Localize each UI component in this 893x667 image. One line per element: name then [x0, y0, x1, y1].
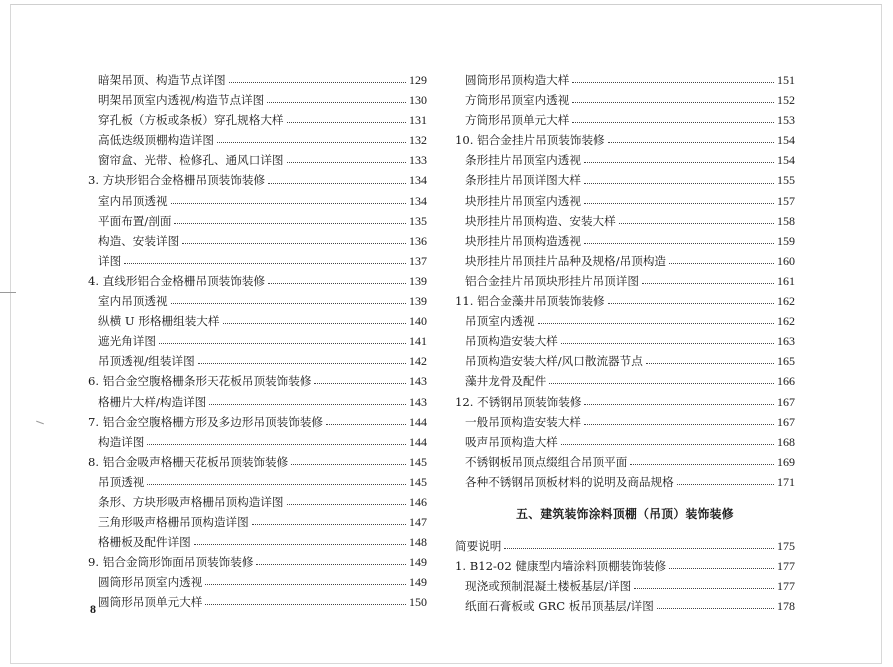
toc-entry-page: 178 — [777, 599, 795, 614]
toc-entry-page: 132 — [409, 133, 427, 148]
toc-entry-title: 8. 铝合金吸声格栅天花板吊顶装饰装修 — [88, 454, 289, 469]
toc-entry[interactable] — [88, 70, 427, 90]
toc-entry-page: 143 — [409, 394, 427, 409]
toc-entry[interactable] — [455, 191, 795, 211]
toc-entry-title: 高低迭级顶棚构造详图 — [98, 133, 214, 148]
toc-entry-page: 142 — [409, 354, 427, 369]
toc-entry-page: 145 — [409, 454, 427, 469]
dot-leader — [171, 202, 406, 204]
toc-entry-title: 4. 直线形铝合金格栅吊顶装饰装修 — [88, 273, 266, 288]
dot-leader — [268, 282, 406, 284]
toc-entry[interactable] — [455, 331, 795, 351]
toc-entry[interactable] — [88, 110, 427, 130]
toc-entry[interactable] — [88, 371, 427, 391]
toc-entry-title: 10. 铝合金挂片吊顶装饰装修 — [455, 133, 605, 148]
toc-entry[interactable] — [455, 231, 795, 251]
dot-leader — [561, 342, 774, 344]
toc-entry-page: 151 — [777, 73, 795, 87]
toc-entry[interactable] — [88, 90, 427, 110]
toc-entry-page: 157 — [777, 193, 795, 208]
toc-entry-title: 室内吊顶透视 — [98, 193, 168, 208]
toc-entry-page: 139 — [409, 273, 427, 288]
toc-entry-page: 134 — [409, 173, 427, 188]
toc-entry-title: 圆筒形吊顶单元大样 — [98, 595, 203, 610]
toc-entry[interactable] — [455, 452, 795, 472]
toc-entry-title: 格栅板及配件详图 — [98, 535, 191, 550]
dot-leader — [584, 423, 774, 425]
toc-entry-title: 6. 铝合金空腹格栅条形天花板吊顶装饰装修 — [88, 374, 312, 389]
dot-leader — [549, 382, 774, 384]
toc-entry-title: 吊顶构造安装大样 — [465, 334, 558, 349]
toc-entry[interactable] — [88, 452, 427, 472]
dot-leader — [642, 282, 774, 284]
toc-entry-page: 129 — [409, 73, 427, 87]
toc-entry[interactable] — [88, 572, 427, 592]
toc-entry-title: 三角形吸声格栅吊顶构造详图 — [98, 515, 249, 530]
toc-entry[interactable] — [88, 251, 427, 271]
toc-entry-page: 159 — [777, 233, 795, 248]
toc-entry[interactable] — [455, 130, 795, 150]
toc-entry[interactable] — [455, 596, 795, 616]
toc-entry[interactable] — [88, 412, 427, 432]
toc-entry-title: 藻井龙骨及配件 — [465, 374, 547, 389]
toc-entry-page: 139 — [409, 294, 427, 309]
dot-leader — [147, 443, 406, 445]
toc-entry[interactable] — [88, 150, 427, 170]
toc-entry[interactable] — [455, 536, 795, 556]
toc-entry[interactable] — [455, 472, 795, 492]
toc-entry-title: 构造、安装详图 — [98, 233, 180, 248]
toc-entry-page: 140 — [409, 314, 427, 329]
toc-entry-page: 158 — [777, 213, 795, 228]
toc-entry-page: 149 — [409, 575, 427, 590]
dot-leader — [198, 362, 406, 364]
dot-leader — [608, 141, 774, 143]
toc-entry-page: 146 — [409, 494, 427, 509]
toc-entry[interactable] — [88, 351, 427, 371]
dot-leader — [584, 182, 774, 184]
dot-leader — [326, 423, 406, 425]
toc-entry-page: 167 — [777, 414, 795, 429]
dot-leader — [584, 161, 774, 163]
toc-entry[interactable] — [88, 291, 427, 311]
dot-leader — [584, 242, 774, 244]
toc-entry-title: 圆筒形吊顶室内透视 — [98, 575, 203, 590]
toc-entry-page: 168 — [777, 434, 795, 449]
toc-entry[interactable] — [88, 592, 427, 612]
toc-entry[interactable] — [455, 392, 795, 412]
toc-entry[interactable] — [88, 170, 427, 190]
toc-entry-title: 块形挂片吊顶室内透视 — [465, 193, 581, 208]
dot-leader — [182, 242, 406, 244]
dot-leader — [291, 463, 406, 465]
toc-entry-title: 11. 铝合金藻井吊顶装饰装修 — [455, 294, 605, 309]
dot-leader — [147, 483, 406, 485]
toc-entry[interactable] — [455, 211, 795, 231]
toc-entry-title: 穿孔板（方板或条板）穿孔规格大样 — [98, 113, 284, 128]
toc-entry-title: 条形挂片吊顶室内透视 — [465, 153, 581, 168]
dot-leader — [205, 583, 406, 585]
toc-entry-title: 条形挂片吊顶详图大样 — [465, 173, 581, 188]
toc-entry-page: 160 — [777, 253, 795, 268]
dot-leader — [314, 382, 406, 384]
toc-entry[interactable] — [455, 412, 795, 432]
toc-entry[interactable] — [88, 472, 427, 492]
dot-leader — [669, 262, 774, 264]
toc-entry-title: 条形、方块形吸声格栅吊顶构造详图 — [98, 494, 284, 509]
dot-leader — [561, 443, 774, 445]
toc-entry-title: 7. 铝合金空腹格栅方形及多边形吊顶装饰装修 — [88, 414, 324, 429]
toc-entry-page: 133 — [409, 153, 427, 168]
toc-entry-title: 块形挂片吊顶构造透视 — [465, 233, 581, 248]
toc-entry[interactable] — [455, 291, 795, 311]
section-five-heading: 五、建筑装饰涂料顶棚（吊顶）装饰装修 — [516, 506, 734, 521]
toc-left-column — [88, 70, 427, 613]
toc-entry-title: 吊顶室内透视 — [465, 314, 535, 329]
toc-entry-title: 12. 不锈钢吊顶装饰装修 — [455, 394, 582, 409]
toc-entry-title: 一般吊顶构造安装大样 — [465, 414, 581, 429]
toc-entry-page: 165 — [777, 354, 795, 369]
dot-leader — [287, 121, 406, 123]
toc-entry[interactable] — [88, 311, 427, 331]
dot-leader — [634, 587, 774, 589]
toc-entry[interactable] — [88, 532, 427, 552]
toc-entry[interactable] — [455, 150, 795, 170]
dot-leader — [252, 523, 406, 525]
toc-entry[interactable] — [455, 70, 795, 90]
dot-leader — [572, 121, 774, 123]
dot-leader — [677, 483, 774, 485]
toc-entry[interactable] — [455, 432, 795, 452]
toc-entry-page: 162 — [777, 314, 795, 329]
toc-entry-title: 各种不锈钢吊顶板材料的说明及商品规格 — [465, 474, 674, 489]
toc-entry-title: 现浇或预制混凝土楼板基层/详图 — [465, 579, 632, 594]
toc-entry-page: 149 — [409, 555, 427, 570]
toc-entry-page: 177 — [777, 579, 795, 594]
toc-entry-page: 155 — [777, 173, 795, 188]
toc-entry-title: 构造详图 — [98, 434, 145, 449]
dot-leader — [538, 322, 774, 324]
toc-entry-page: 162 — [777, 294, 795, 309]
toc-entry-page: 152 — [777, 93, 795, 108]
toc-entry-page: 171 — [777, 474, 795, 489]
toc-entry[interactable] — [88, 392, 427, 412]
toc-entry-title: 块形挂片吊顶构造、安装大样 — [465, 213, 616, 228]
toc-entry-page: 175 — [777, 538, 795, 553]
dot-leader — [267, 101, 406, 103]
toc-entry-page: 169 — [777, 454, 795, 469]
dot-leader — [572, 101, 774, 103]
dot-leader — [256, 563, 406, 565]
toc-entry[interactable] — [455, 371, 795, 391]
toc-entry-title: 1. B12-02 健康型内墙涂料顶棚装饰装修 — [455, 559, 667, 574]
dot-leader — [205, 603, 406, 605]
toc-entry-page: 135 — [409, 213, 427, 228]
toc-entry-title: 暗架吊顶、构造节点详图 — [98, 73, 226, 87]
toc-entry-page: 161 — [777, 273, 795, 288]
toc-entry-page: 134 — [409, 193, 427, 208]
toc-entry[interactable] — [455, 556, 795, 576]
toc-entry-page: 154 — [777, 153, 795, 168]
toc-entry-title: 吊顶透视 — [98, 474, 145, 489]
toc-entry-title: 不锈钢板吊顶点缀组合吊顶平面 — [465, 454, 628, 469]
toc-entry[interactable] — [455, 351, 795, 371]
toc-entry[interactable] — [455, 576, 795, 596]
toc-entry[interactable] — [88, 331, 427, 351]
toc-entry-page: 145 — [409, 474, 427, 489]
toc-entry[interactable] — [88, 231, 427, 251]
toc-entry-title: 纵横 U 形格栅组装大样 — [98, 314, 220, 329]
toc-entry-title: 室内吊顶透视 — [98, 294, 168, 309]
toc-entry-title: 9. 铝合金筒形饰面吊顶装饰装修 — [88, 555, 254, 570]
toc-entry[interactable] — [455, 271, 795, 291]
dot-leader — [504, 547, 774, 549]
toc-entry-title: 简要说明 — [455, 538, 502, 553]
toc-entry[interactable] — [88, 211, 427, 231]
dot-leader — [287, 503, 406, 505]
toc-entry-page: 166 — [777, 374, 795, 389]
toc-entry[interactable] — [88, 191, 427, 211]
toc-entry-title: 吊顶透视/组装详图 — [98, 354, 195, 369]
toc-entry[interactable] — [88, 271, 427, 291]
toc-entry-page: 150 — [409, 595, 427, 610]
toc-entry-title: 圆筒形吊顶构造大样 — [465, 73, 570, 87]
toc-entry-page: 137 — [409, 253, 427, 268]
dot-leader — [268, 182, 406, 184]
toc-entry-title: 3. 方块形铝合金格栅吊顶装饰装修 — [88, 173, 266, 188]
dot-leader — [223, 322, 407, 324]
toc-entry-title: 明架吊顶室内透视/构造节点详图 — [98, 93, 265, 108]
dot-leader — [630, 463, 774, 465]
dot-leader — [174, 222, 406, 224]
dot-leader — [669, 567, 774, 569]
dot-leader — [124, 262, 406, 264]
toc-entry-page: 148 — [409, 535, 427, 550]
toc-entry[interactable] — [88, 512, 427, 532]
toc-entry[interactable] — [88, 432, 427, 452]
toc-entry[interactable] — [455, 311, 795, 331]
toc-entry[interactable] — [455, 251, 795, 271]
toc-entry-title: 方筒形吊顶单元大样 — [465, 113, 570, 128]
toc-entry-title: 详图 — [98, 253, 122, 268]
toc-entry-page: 144 — [409, 414, 427, 429]
toc-entry-page: 136 — [409, 233, 427, 248]
toc-entry-page: 147 — [409, 515, 427, 530]
dot-leader — [171, 302, 406, 304]
toc-entry[interactable] — [88, 552, 427, 572]
toc-entry-page: 153 — [777, 113, 795, 128]
toc-entry-page: 154 — [777, 133, 795, 148]
toc-entry-title: 平面布置/剖面 — [98, 213, 172, 228]
toc-entry-page: 143 — [409, 374, 427, 389]
dot-leader — [229, 81, 406, 83]
toc-entry[interactable] — [455, 110, 795, 130]
dot-leader — [209, 403, 406, 405]
toc-entry-page: 177 — [777, 559, 795, 574]
dot-leader — [287, 161, 406, 163]
toc-entry-title: 方筒形吊顶室内透视 — [465, 93, 570, 108]
page-number: 8 — [90, 602, 96, 616]
dot-leader — [619, 222, 774, 224]
dot-leader — [159, 342, 406, 344]
dot-leader — [646, 362, 774, 364]
toc-entry[interactable] — [88, 130, 427, 150]
toc-entry-page: 141 — [409, 334, 427, 349]
toc-entry-page: 130 — [409, 93, 427, 108]
toc-entry-title: 吸声吊顶构造大样 — [465, 434, 558, 449]
toc-entry-page: 131 — [409, 113, 427, 128]
toc-entry-title: 铝合金挂片吊顶块形挂片吊顶详图 — [465, 273, 639, 288]
toc-entry[interactable] — [455, 90, 795, 110]
dot-leader — [584, 202, 774, 204]
toc-entry[interactable] — [88, 492, 427, 512]
dot-leader — [657, 607, 774, 609]
toc-entry-page: 167 — [777, 394, 795, 409]
toc-entry-title: 吊顶构造安装大样/风口散流器节点 — [465, 354, 643, 369]
scan-mark — [0, 292, 16, 293]
toc-entry[interactable] — [455, 170, 795, 190]
dot-leader — [608, 302, 774, 304]
toc-entry-title: 块形挂片吊顶挂片品种及规格/吊顶构造 — [465, 253, 667, 268]
toc-entry-title: 窗帘盒、光带、检修孔、通风口详图 — [98, 153, 284, 168]
toc-entry-page: 163 — [777, 334, 795, 349]
toc-right-column — [455, 70, 795, 616]
dot-leader — [194, 543, 406, 545]
toc-entry-title: 遮光角详图 — [98, 334, 156, 349]
toc-entry-title: 纸面石膏板或 GRC 板吊顶基层/详图 — [465, 599, 654, 614]
dot-leader — [572, 81, 774, 83]
toc-entry-title: 格栅片大样/构造详图 — [98, 394, 207, 409]
toc-entry-page: 144 — [409, 434, 427, 449]
dot-leader — [217, 141, 406, 143]
dot-leader — [584, 403, 774, 405]
